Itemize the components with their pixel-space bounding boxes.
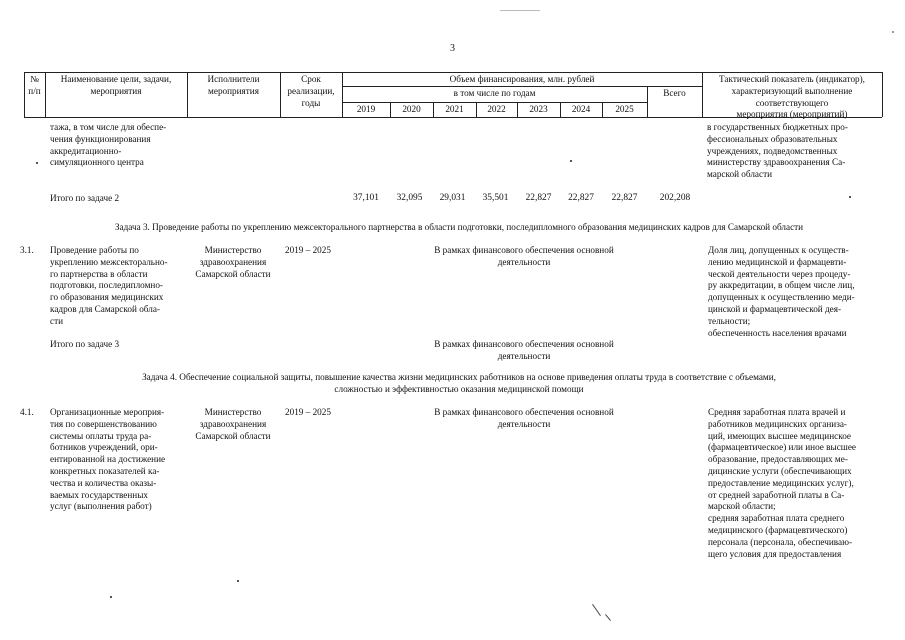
row-3-1-indicator: Доля лиц, допущенных к осуществ- лению медицинской и фармацевти- ческой деятельности через процеду- ру аккредитации, в общем числе лиц, допущенных к осуществлению меди- цинской и фармацевтической дея- тельности; обеспеченность населения врачами bbox=[708, 245, 855, 338]
header-executor: Исполнители мероприятия bbox=[207, 74, 260, 96]
header-year-2022: 2022 bbox=[487, 104, 506, 114]
total-task-2-sum: 202,208 bbox=[659, 193, 691, 203]
header-num: № п/п bbox=[28, 74, 41, 96]
total-task-2-2024: 22,827 bbox=[568, 193, 594, 203]
total-task-2-2019: 37,101 bbox=[353, 193, 379, 203]
task-3-heading: Задача 3. Проведение работы по укреплению межсекторального партнерства в области подготовки, последипломного образования медицинских кадров для Самарской области bbox=[114, 222, 804, 232]
header-year-2025: 2025 bbox=[615, 104, 634, 114]
continued-activity-name: тажа, в том числе для обеспе- чения функционирования аккредитационно- симуляционного центра bbox=[50, 122, 167, 168]
header-year-2023: 2023 bbox=[529, 104, 548, 114]
total-task-2-2021: 29,031 bbox=[439, 193, 466, 203]
row-3-1-executor: Министерство здравоохранения Самарской области bbox=[195, 245, 271, 279]
row-4-1-term: 2019 – 2025 bbox=[285, 407, 331, 417]
row-4-1-number: 4.1. bbox=[20, 407, 34, 417]
row-3-1-term: 2019 – 2025 bbox=[285, 245, 331, 255]
header-term: Срок реализации, годы bbox=[287, 74, 335, 108]
header-year-2024: 2024 bbox=[571, 104, 591, 114]
total-task-3-finance: В рамках финансового обеспечения основной деятельности bbox=[434, 339, 614, 361]
row-4-1-executor: Министерство здравоохранения Самарской области bbox=[195, 407, 271, 441]
header-year-2020: 2020 bbox=[402, 104, 421, 114]
header-year-2021: 2021 bbox=[445, 104, 464, 114]
row-4-1-indicator: Средняя заработная плата врачей и работников медицинских организа- ций, имеющих высшее медицинское (фармацевтическое) или иное высшее образование, предоставляющих ме- дицинские услуги (обеспечивающих предоставление медицинских услуг), от средней заработной платы в Са- марской области; средняя заработная плата среднего медицинского (фармацевтического) персонала (персонала, обеспечиваю- щего условия для предоставления bbox=[708, 407, 856, 559]
row-4-1-finance: В рамках финансового обеспечения основной деятельности bbox=[434, 407, 614, 429]
header-year-2019: 2019 bbox=[356, 104, 376, 114]
row-4-1-activity: Организационные мероприя- тия по совершенствованию системы оплаты труда ра- ботников учреждений, ори- ентированной на достижение конкретных показателей ка- чества и количества оказы- ваемых государственных услуг (выполнения работ) bbox=[50, 407, 166, 512]
header-total: Всего bbox=[663, 88, 686, 98]
task-4-heading: Задача 4. Обеспечение социальной защиты, повышение качества жизни медицинских работников на основе приведения оплаты труда в соответствие с объемами, сложностью и эффективностью оказания медицинской помощи bbox=[142, 372, 776, 394]
header-finance: Объем финансирования, млн. рублей bbox=[449, 74, 595, 84]
total-task-2-2022: 35,501 bbox=[482, 193, 509, 203]
row-3-1-finance: В рамках финансового обеспечения основной деятельности bbox=[434, 245, 614, 267]
continued-indicator: в государственных бюджетных про- фессиональных образовательных учреждениях, подведомственных министерству здравоохранения Са- марской области bbox=[707, 122, 848, 180]
total-task-2-2023: 22,827 bbox=[525, 193, 552, 203]
header-by-years: в том числе по годам bbox=[453, 88, 536, 98]
header-name: Наименование цели, задачи, мероприятия bbox=[60, 74, 172, 96]
page-number: 3 bbox=[450, 43, 455, 54]
total-task-2-label: Итого по задаче 2 bbox=[50, 193, 120, 203]
row-3-1-number: 3.1. bbox=[20, 245, 34, 255]
header-indicator: Тактический показатель (индикатор), характеризующий выполнение соответствующего мероприятия (мероприятий) bbox=[719, 74, 865, 120]
total-task-2-2020: 32,095 bbox=[396, 193, 423, 203]
total-task-2-2025: 22,827 bbox=[611, 193, 638, 203]
row-3-1-activity: Проведение работы по укреплению межсекторально- го партнерства в области подготовки, последипломно- го образования медицинских кадров для Самарской обла- сти bbox=[50, 245, 168, 326]
total-task-3-label: Итого по задаче 3 bbox=[50, 339, 120, 349]
